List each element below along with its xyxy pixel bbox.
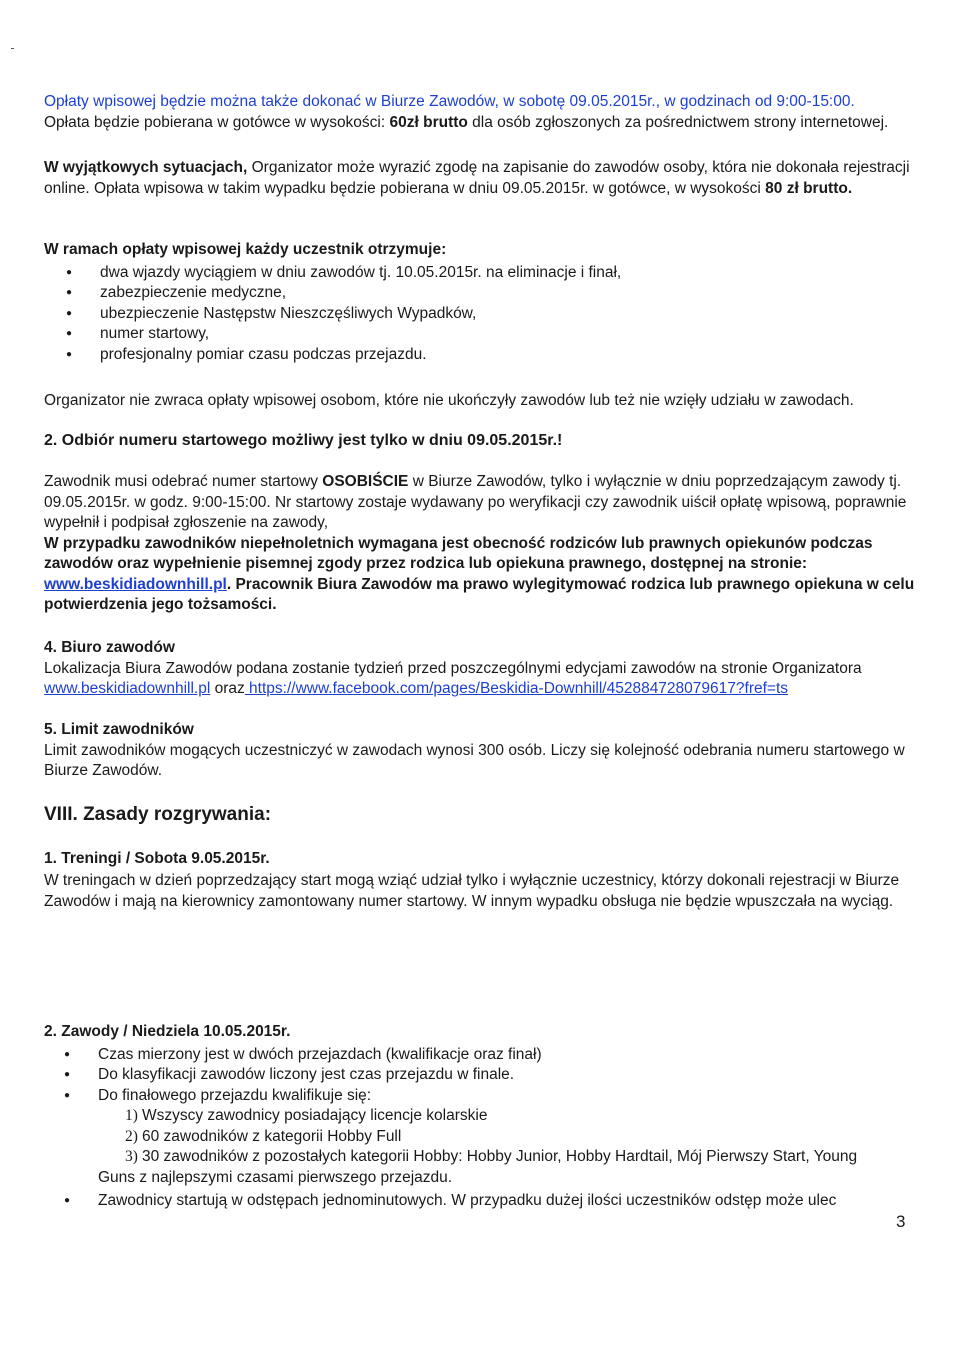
fee-includes-heading: W ramach opłaty wpisowej każdy uczestnik otrzymuje: bbox=[44, 241, 447, 258]
scan-mark bbox=[11, 48, 14, 49]
entry-fee-line: Opłaty wpisowej będzie można także dokonać w Biurze Zawodów, w sobotę 09.05.2015r., w godzinach od 9:00-15:00. bbox=[44, 93, 855, 110]
numbered-item: 3) 30 zawodników z pozostałych kategorii Hobby: Hobby Junior, Hobby Hardtail, Mój Pierwszy Start, Young bbox=[125, 1148, 858, 1165]
list-item: ● Do finałowego przejazdu kwalifikuje się: bbox=[44, 1086, 924, 1107]
race-section bbox=[44, 1022, 924, 1212]
trainings-heading: 1. Treningi / Sobota 9.05.2015r. bbox=[44, 850, 270, 867]
office-section bbox=[44, 638, 924, 700]
beskidia-link[interactable]: www.beskidiadownhill.pl bbox=[44, 575, 227, 593]
no-refund-paragraph: Organizator nie zwraca opłaty wpisowej osobom, które nie ukończyły zawodów lub też nie wzięły udziału w zawodach. bbox=[44, 392, 854, 409]
race-rules-list-2 bbox=[44, 1191, 924, 1212]
section-2-heading: 2. Odbiór numeru startowego możliwy jest tylko w dniu 09.05.2015r.! bbox=[44, 432, 563, 449]
trainings-section bbox=[44, 849, 924, 912]
list-item: ● profesjonalny pomiar czasu podczas przejazdu. bbox=[44, 345, 924, 366]
race-rules-list bbox=[44, 1045, 924, 1107]
section-4-heading: 4. Biuro zawodów bbox=[44, 639, 175, 656]
numbered-item-continuation: Guns z najlepszymi czasami pierwszego przejazdu. bbox=[98, 1168, 453, 1186]
limit-paragraph: Limit zawodników mogących uczestniczyć w zawodach wynosi 300 osób. Liczy się kolejność odebrania numeru startowego w Biurze Zawodów. bbox=[44, 741, 905, 779]
pickup-paragraph: Zawodnik musi odebrać numer startowy OSOBIŚCIE w Biurze Zawodów, tylko i wyłącznie w dniu poprzedzającym zawody tj. 09.05.2015r. w godz. 9:00-15:00. Nr startowy zostaje wydawany po weryfikacji czy zawodnik uiścił opłatę wpisową, poprawnie wypełnił i podpisał zgłoszenie na zawody, W przypadku zawodników niepełnoletnich wymagana jest obecność rodziców lub prawnych opiekunów podczas zawodów oraz wypełnienie pisemnej zgody przez rodzica lub opiekuna prawnego, dostępnej na stronie: www.beskidiadownhill.pl. Pracownik Biura Zawodów ma prawo wylegitymować rodzica lub prawnego opiekuna w celu potwierdzenia jego tożsamości. bbox=[44, 473, 915, 613]
list-item: ● ubezpieczenie Następstw Nieszczęśliwych Wypadków, bbox=[44, 304, 924, 325]
numbered-item: 1) Wszyscy zawodnicy posiadający licencje kolarskie bbox=[125, 1107, 488, 1124]
section-5-heading: 5. Limit zawodników bbox=[44, 721, 194, 738]
list-item: ● Zawodnicy startują w odstępach jednominutowych. W przypadku dużej ilości uczestników odstęp może ulec bbox=[44, 1191, 924, 1212]
list-item: ● dwa wjazdy wyciągiem w dniu zawodów tj. 10.05.2015r. na eliminacje i finał, bbox=[44, 263, 924, 284]
race-heading: 2. Zawody / Niedziela 10.05.2015r. bbox=[44, 1023, 291, 1040]
list-item: ● zabezpieczenie medyczne, bbox=[44, 283, 924, 304]
numbered-item: 2) 60 zawodników z kategorii Hobby Full bbox=[125, 1127, 402, 1145]
fee-includes-section bbox=[44, 240, 924, 365]
entry-fee-amount-line: Opłata będzie pobierana w gotówce w wysokości: 60zł brutto dla osób zgłoszonych za pośrednictwem strony internetowej. bbox=[44, 113, 889, 131]
office-paragraph: Lokalizacja Biura Zawodów podana zostanie tydzień przed poszczególnymi edycjami zawodów na stronie Organizatora www.beskidiadownhill.pl oraz https://www.facebook.com/pages/Beskidia-Downhill/452884728079617?fref=ts bbox=[44, 659, 862, 697]
list-item: ● Czas mierzony jest w dwóch przejazdach (kwalifikacje oraz finał) bbox=[44, 1045, 924, 1066]
beskidia-link[interactable]: www.beskidiadownhill.pl bbox=[44, 680, 211, 697]
page-number: 3 bbox=[896, 1212, 906, 1231]
list-item: ● numer startowy, bbox=[44, 324, 924, 345]
fee-includes-list bbox=[44, 263, 924, 366]
entry-fee-paragraph bbox=[44, 92, 924, 133]
exceptional-paragraph: W wyjątkowych sytuacjach, Organizator może wyrazić zgodę na zapisanie do zawodów osoby, która nie dokonała rejestracji online. Opłata wpisowa w takim wypadku będzie pobierana w dniu 09.05.2015r. w gotówce, w wysokości 80 zł brutto. bbox=[44, 159, 910, 197]
limit-section bbox=[44, 720, 924, 782]
facebook-link[interactable]: https://www.facebook.com/pages/Beskidia-Downhill/452884728079617?fref=ts bbox=[244, 680, 789, 697]
list-item: ● Do klasyfikacji zawodów liczony jest czas przejazdu w finale. bbox=[44, 1065, 924, 1086]
section-viii-heading: VIII. Zasady rozgrywania: bbox=[44, 804, 272, 825]
trainings-paragraph: W treningach w dzień poprzedzający start mogą wziąć udział tylko i wyłącznie uczestnicy, którzy dokonali rejestracji w Biurze Zawodów i mają na kierownicy zamontowany numer startowy. W innym wypadku obsługa nie będzie wpuszczała na wyciąg. bbox=[44, 871, 900, 910]
